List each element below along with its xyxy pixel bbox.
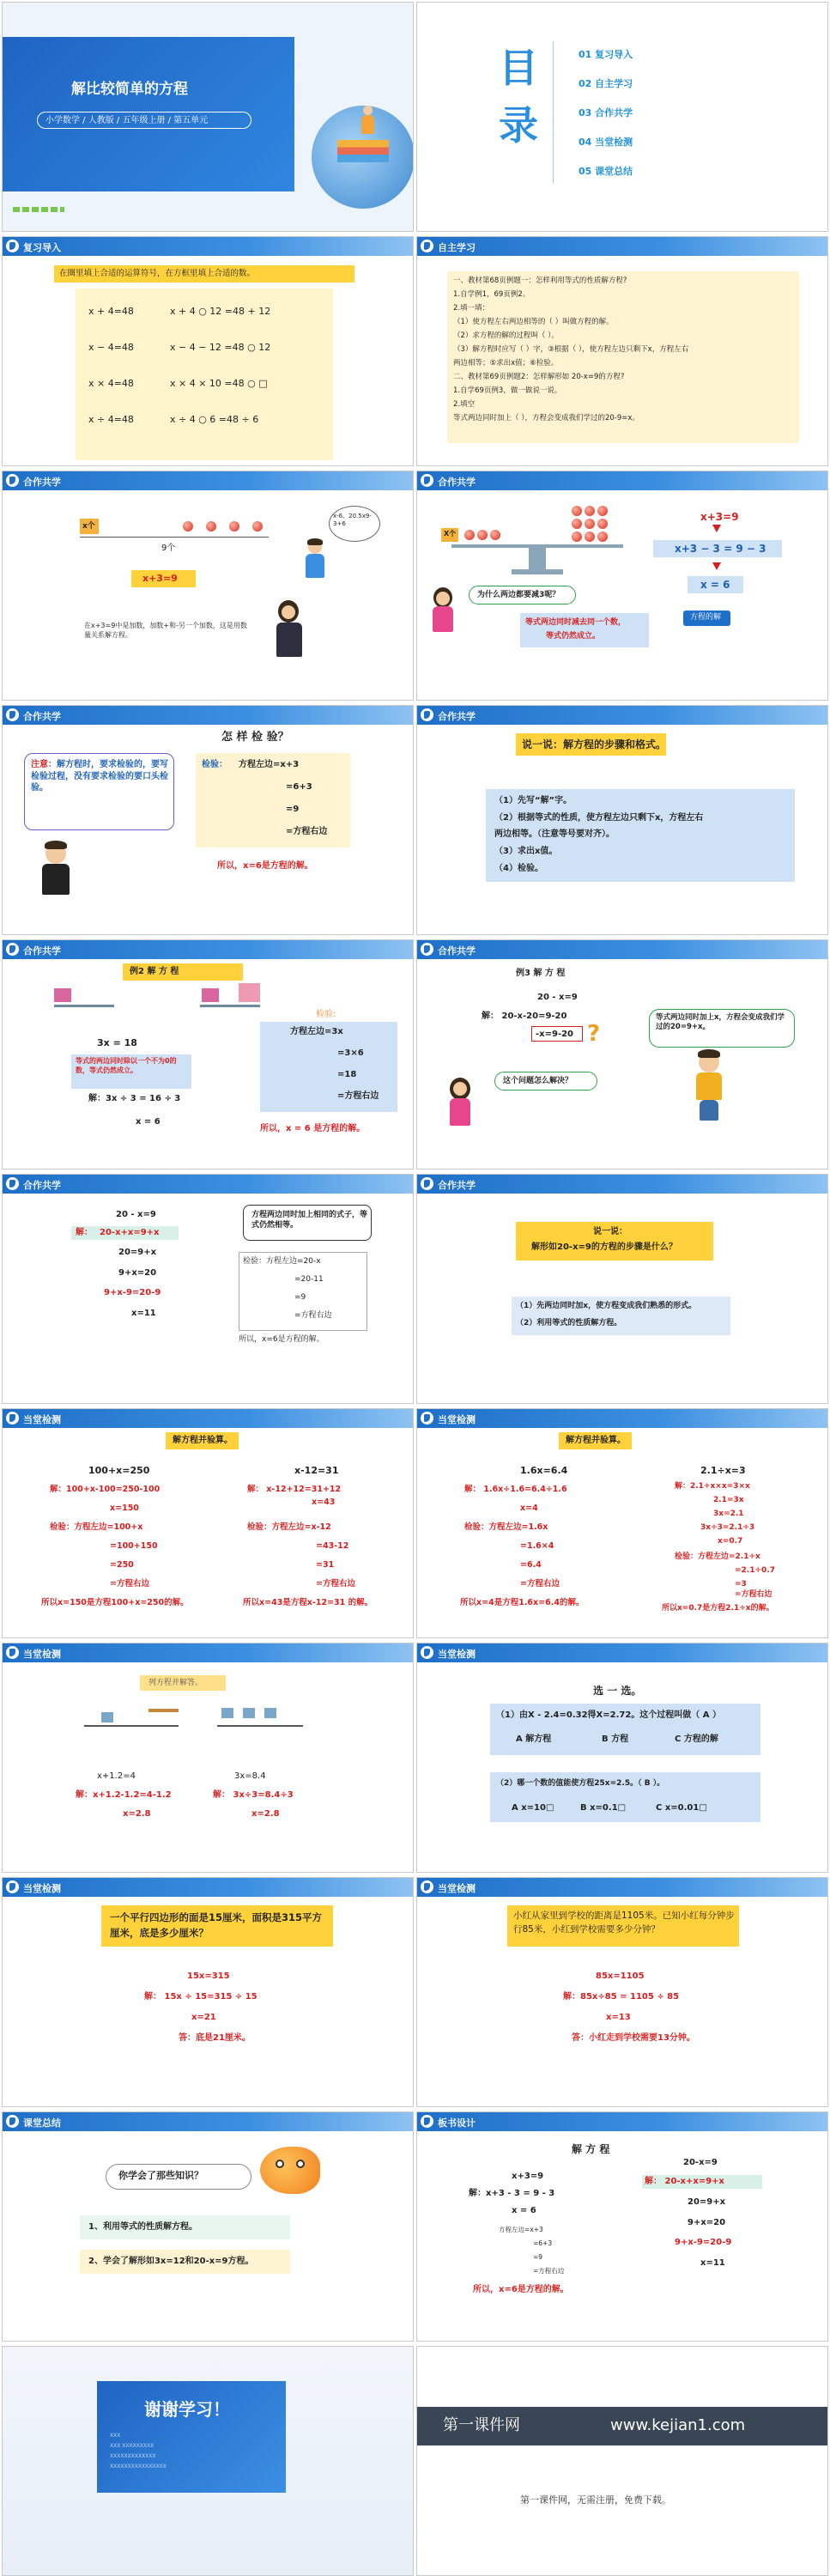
work-line: =6+3 [533,2239,553,2247]
check-line: 方程左边=x+3 [239,760,300,769]
footer-text: 第一课件网，无需注册，免费下载。 [520,2494,671,2506]
header-label: 合作共学 [23,1180,61,1191]
work-line: 20=9+x [118,1248,157,1257]
step-2: （2）利用等式的性质解方程。 [516,1319,622,1327]
check-line: =6+3 [286,782,312,792]
step-2: （2）根据等式的性质，使方程左边只剩下x，方程左右 [494,813,704,823]
work-line: =9 [533,2253,543,2261]
slide-title: 解方程并验算。 [566,1436,626,1445]
pencil-icon [148,1709,179,1712]
study-line: 等式两边同时加上（ ），方程会变成我们学过的20-9=x。 [453,414,639,422]
header-label: 合作共学 [23,477,61,488]
slide-header [3,1878,413,1897]
step-2b: 两边相等。（注意等号要对齐）。 [494,829,615,839]
eq-step-2: x+3 − 3 = 9 − 3 [675,543,766,555]
check-line: =18 [337,1070,357,1079]
work-line: 所以x=43是方程x-12=31 的解。 [243,1598,373,1607]
equation: 20 - x=9 [116,1210,156,1219]
study-line: 2.填空 [453,400,476,409]
check-line: =方程右边 [337,1091,379,1101]
problem: 小红从家里到学校的距离是1105米。已知小红每分钟步行85米，小红到学校需要多少分钟？ [513,1911,735,1935]
slide-title: 选 一 选。 [593,1685,642,1697]
slide-header [3,940,413,959]
slide-review[interactable] [2,236,414,466]
logo-icon [6,2115,19,2128]
work-line: 3x÷3=2.1÷3 [700,1523,755,1532]
work-line: =2.1÷0.7 [735,1566,775,1575]
work-line: 解： x-12+12=31+12 [247,1485,342,1494]
logo-icon [6,1177,19,1190]
study-line: 二、教材第69页例题2：怎样解形如 20-x=9的方程? [453,373,625,381]
work-line: 解： 1.6x÷1.6=6.4÷1.6 [464,1485,567,1494]
work-line: 1.6x=6.4 [520,1465,568,1476]
question-1: （1）由X - 2.4=0.32得X=2.72。这个过程叫做（ A ） [496,1710,722,1720]
work-line: =250 [110,1560,134,1570]
slide-test-6[interactable] [416,1877,828,2107]
slide-header [3,471,413,490]
note: 等式的两边同时除以一个不为0的数，等式仍然成立。 [76,1057,177,1074]
presentation-title: 解比较简单的方程 [71,81,188,98]
ball-icon [183,521,193,532]
header-label: 合作共学 [23,711,61,722]
conclusion: 所以，x=6是方程的解。 [239,1335,324,1344]
student-figure [359,106,376,149]
question-mark-icon: ? [587,1021,601,1047]
boy-figure [303,540,329,592]
work-line: 2.1÷x=3 [700,1465,746,1476]
eq-right-4: x ÷ 4 ○ 6 =48 ÷ 6 [170,414,259,425]
example-title: 例3 解 方 程 [516,969,566,978]
instruction: 在圈里填上合适的运算符号，在方框里填上合适的数。 [59,269,256,278]
slide-header [417,471,827,490]
equation: 15x=315 [187,1971,230,1981]
work-line: 方程左边=x+3 [499,2226,543,2233]
study-line: 一、教材第68页例题一：怎样利用等式的性质解方程? [453,276,627,285]
study-line: 两边相等；⑤求出x值；⑥检验。 [453,359,559,368]
slide-header [417,1643,827,1662]
work-line: 9+x=20 [118,1268,157,1278]
slide-board-design[interactable] [416,2111,828,2342]
faded-line: XXXXXXXXXXXXX [110,2453,156,2459]
slide-header [3,1643,413,1662]
slide-test-1[interactable] [2,1408,414,1638]
work-line: 检验：方程左边=2.1÷x [675,1552,760,1561]
title-line-1: 说一说： [593,1227,627,1236]
check-line: 检验：方程左边=20-x [243,1257,321,1266]
slide-title: 解 方 程 [572,2143,610,2155]
slide-brand[interactable] [416,2346,828,2576]
solve-line: 解：3x ÷ 3 = 16 ÷ 3 [88,1094,181,1103]
header-label: 当堂检测 [23,1649,61,1660]
question-bubble: 你学会了那些知识？ [118,2170,203,2181]
study-line: 1.自学69页例3，做一做说一说。 [453,386,562,395]
header-label: 当堂检测 [438,1883,476,1894]
slide-header [3,2112,413,2131]
logo-icon [6,240,19,252]
slide-cooperate-7[interactable] [2,1174,414,1404]
slide-title: 怎 样 检 验？ [221,731,289,744]
logo-icon [6,943,19,956]
header-label: 合作共学 [438,711,476,722]
slide-title: 解方程并验算。 [173,1436,233,1445]
work-line: =方程右边 [110,1579,149,1589]
result: x=13 [606,2013,631,2022]
answer: 答：小红走到学校需要13分钟。 [572,2033,695,2043]
slide-cooperate-8[interactable] [416,1174,828,1404]
slide-header [417,706,827,725]
brand-name: 第一课件网 [443,2416,520,2434]
girl-figure [430,587,456,643]
conclusion: 所以，x=6是方程的解。 [217,861,313,871]
eq-right-2: x − 4 − 12 =48 ○ 12 [170,342,271,353]
conclusion: 所以，x = 6 是方程的解。 [260,1124,366,1133]
work-line: =方程右边 [533,2267,565,2275]
teacher-figure [273,600,307,677]
solve-line: 解： 15x ÷ 15=315 ÷ 15 [144,1992,257,2002]
work-line: 20=9+x [688,2197,726,2207]
header-label: 复习导入 [23,242,61,253]
work-line: 9+x=20 [688,2218,726,2227]
q2-option-c[interactable]: C x=0.01□ [656,1803,707,1813]
work-line: 所以x=4是方程1.6x=6.4的解。 [460,1598,585,1607]
count-label: 9个 [161,544,176,553]
work-line: 20-x=9 [683,2158,718,2167]
ball-icon [252,521,263,532]
slide-cooperate-4[interactable] [416,705,828,935]
check-line: =9 [294,1293,306,1302]
equation: x+3=9 [142,573,178,584]
title-line-2: 解形如20-x=9的方程的步骤是什么？ [531,1242,677,1252]
study-line: 2.填一填： [453,304,490,313]
slide-self-study[interactable] [416,236,828,466]
work-line: 解：x+1.2-1.2=4-1.2 [76,1790,172,1800]
slide-cooperate-1[interactable] [2,471,414,701]
work-line: 2.1=3x [713,1496,744,1504]
conclusion: 所以，x=6是方程的解。 [473,2285,569,2294]
equation: 85x=1105 [596,1971,645,1981]
work-line: 检验：方程左边=x-12 [247,1522,331,1532]
slide-cooperate-5[interactable] [2,939,414,1170]
result: x=21 [191,2013,216,2022]
q2-option-a[interactable]: A x=10□ [512,1803,554,1813]
check-line: =3×6 [337,1048,364,1058]
slide-header [417,940,827,959]
balance-scale-icon [200,1005,260,1007]
logo-icon [421,240,433,252]
work-line: x=11 [131,1309,156,1318]
work-line: 解：x+3 - 3 = 9 - 3 [469,2189,555,2198]
example-title: 例2 解 方 程 [130,967,179,976]
work-line: 解： 3x÷3=8.4÷3 [213,1790,294,1800]
slide-test-5[interactable] [2,1877,414,2107]
logo-icon [421,1646,433,1659]
work-line: 所以x=0.7是方程2.1÷x的解。 [662,1604,774,1613]
header-label: 自主学习 [438,242,476,253]
note-text: 解方程时，要求检验的，要写检验过程，没有要求检验的要口头检验。 [31,760,168,793]
summary-item-2: 2、学会了解形如3x=12和20-x=9方程。 [88,2257,254,2266]
slide-header [417,1409,827,1428]
work-line: 所以x=150是方程100+x=250的解。 [41,1598,189,1607]
work-line: x=43 [312,1498,336,1507]
balance-scale-icon [54,1005,114,1007]
x-box-label: X个 [444,530,457,538]
question-bubble: 为什么两边都要减3呢？ [477,591,560,599]
boy-figure [692,1052,726,1129]
work-line: x=4 [520,1504,538,1513]
q1-option-b[interactable]: B 方程 [602,1735,629,1744]
girl-figure [447,1078,473,1138]
logo-icon [6,474,19,487]
weight-icon [264,1708,276,1718]
contents-item-4[interactable]: 04 当堂检测 [579,137,633,148]
logo-icon [421,1412,433,1425]
work-line: x = 6 [512,2206,536,2215]
faded-line: XXX [110,2433,121,2439]
work-line: =3 [735,1580,747,1589]
q1-option-a[interactable]: A 解方程 [516,1735,552,1744]
eq-right-1: x + 4 ○ 12 =48 + 12 [170,306,271,317]
study-line: （2）求方程的解的过程叫（ ）。 [453,331,559,340]
weight-icon [243,1708,255,1718]
work-line: 9+x-9=20-9 [104,1288,161,1297]
header-label: 合作共学 [438,945,476,957]
contents-item-3[interactable]: 03 合作共学 [579,107,633,118]
slide-test-2[interactable] [416,1408,828,1638]
work-line: =6.4 [520,1560,542,1570]
contents-item-1[interactable]: 01 复习导入 [579,49,633,60]
work-line: x+3=9 [512,2172,544,2181]
slide-header [3,1175,413,1194]
eq-left-4: x ÷ 4=48 [88,414,134,425]
check-line: =方程右边 [294,1311,332,1320]
solve-line: 解： 20-x-20=9-20 [482,1012,567,1021]
faded-line: XXXXXXXXXXXXXXXX [110,2464,167,2470]
work-line: =43-12 [316,1541,349,1551]
header-label: 课堂总结 [23,2117,61,2129]
work-line: =方程右边 [316,1579,355,1589]
work-line: 3x=2.1 [713,1510,744,1518]
slide-header [417,1175,827,1194]
work-line: x=150 [110,1504,139,1513]
summary-item-1: 1、利用等式的性质解方程。 [88,2222,197,2232]
thought-bubble: x-6、20.5x9-3+6 [333,513,372,528]
work-line: =100+150 [110,1541,158,1551]
header-label: 当堂检测 [438,1414,476,1425]
solve-label: 解： [76,1228,93,1237]
note-prefix: 注意： [31,760,57,769]
slide-test-4[interactable] [416,1643,828,1873]
logo-icon [6,1646,19,1659]
logo-icon [421,943,433,956]
work-line: =方程右边 [520,1579,560,1589]
work-line: x=2.8 [123,1809,151,1819]
weight-icon [101,1712,113,1722]
header-label: 板书设计 [438,2117,476,2129]
step-1: （1）先写“解”字。 [494,796,573,805]
work-line: x=0.7 [718,1537,743,1546]
check-line: 方程左边=3x [290,1027,343,1036]
ball-icon [229,521,239,532]
solution-label: 方程的解 [690,613,722,622]
slide-summary[interactable] [2,2111,414,2342]
thanks-title: 谢谢学习！ [144,2399,230,2420]
fish-mascot-icon [260,2147,320,2194]
hint-bubble: 方程两边同时加上相同的式子，等式仍然相等。 [251,1211,368,1230]
logo-icon [6,1880,19,1893]
work-line: =方程右边 [735,1590,772,1599]
question-2: （2）哪一个数的值能使方程25x=2.5。（ B ）。 [496,1779,665,1788]
solve-line: 20-x+x=9+x [100,1228,160,1237]
contents-item-2[interactable]: 02 自主学习 [579,78,633,89]
check-label: 检验： [202,760,227,769]
answer-line-1: 等式两边同时减去同一个数， [525,618,627,627]
slide-title[interactable] [2,2,414,232]
hint-bubble: 等式两边同时加上x，方程会变成我们学过的20=9+x。 [656,1013,785,1032]
work-line: x=2.8 [251,1809,280,1819]
work-line: x=11 [700,2258,725,2268]
slide-header [3,237,413,256]
work-line: =31 [316,1560,335,1570]
q1-option-c[interactable]: C 方程的解 [675,1735,718,1744]
work-line: 解：100+x-100=250-100 [50,1485,161,1494]
eq-right-3: x × 4 × 10 =48 ○ □ [170,378,268,389]
equation: 20 - x=9 [537,993,578,1002]
weight-icon [221,1708,233,1718]
work-line: 检验：方程左边=100+x [50,1522,143,1532]
work-line: 解： 20-x+x=9+x [645,2177,724,2186]
slide-header [417,1878,827,1897]
study-line: （3）解方程时应写（ ）字，③根据（ ），使方程左边只剩下x，方程左右 [453,345,689,354]
study-line: 1.自学例1，69页例2。 [453,290,530,299]
study-line: （1）使方程左右两边相等的（ ）叫做方程的解。 [453,318,614,326]
slide-thanks[interactable] [2,2346,414,2576]
work-line: 100+x=250 [88,1465,150,1476]
brand-url[interactable]: www.kejian1.com [610,2416,746,2434]
slide-test-3[interactable] [2,1643,414,1873]
slide-cooperate-3[interactable] [2,705,414,935]
logo-icon [421,1880,433,1893]
contents-title-2: 录 [499,102,538,149]
eq-step-3: x = 6 [700,579,730,591]
eq-left-3: x × 4=48 [88,378,134,389]
logo-icon [421,708,433,721]
problem: 一个平行四边形的面是15厘米，面积是315平方厘米，底是多少厘米？ [110,1911,323,1940]
result: x = 6 [136,1117,161,1127]
solve-line: 解：85x÷85 = 1105 ÷ 85 [563,1992,680,2002]
logo-icon [421,2115,433,2128]
work-line: x-12=31 [294,1465,339,1476]
step-1: （1）先两边同时加x，使方程变成我们熟悉的形式。 [516,1302,697,1310]
header-label: 当堂检测 [23,1414,61,1425]
note: 在x+3=9中是加数，加数+和-另一个加数，这是用数量关系解方程。 [84,622,247,639]
contents-title-1: 目 [499,45,538,91]
check-line: =方程右边 [286,827,328,836]
step-4: （4）检验。 [494,864,543,873]
check-title: 检验: [316,1010,336,1019]
x-box-label: x个 [82,522,95,531]
eq-step-1: x+3=9 [700,511,739,523]
work-line: =1.6×4 [520,1541,554,1551]
slide-title: 列方程并解答。 [148,1679,203,1687]
slide-title: 说一说：解方程的步骤和格式。 [522,738,667,750]
work-line: 解：2.1÷x×x=3×x [675,1482,750,1491]
eq-left-1: x + 4=48 [88,306,134,317]
check-line: =9 [286,805,300,814]
logo-icon [6,708,19,721]
logo-icon [6,1412,19,1425]
header-label: 合作共学 [438,477,476,488]
slide-cooperate-6[interactable] [416,939,828,1170]
question-bubble: 这个问题怎么解决？ [503,1077,573,1085]
header-label: 合作共学 [23,945,61,957]
faded-line: XXX XXXXXXXXX [110,2443,154,2449]
answer: 答：底是21厘米。 [179,2033,251,2043]
q2-option-b[interactable]: B x=0.1□ [580,1803,627,1813]
check-line: =20-11 [294,1275,324,1284]
logo-icon [421,1177,433,1190]
equation: x+1.2=4 [97,1771,136,1781]
presentation-subtitle: 小学数学 / 人教版 / 五年级上册 / 第五单元 [45,116,209,125]
wrong-step: -x=9-20 [536,1030,574,1039]
slide-header [417,237,827,256]
answer-line-2: 等式仍然成立。 [546,632,601,641]
slide-contents[interactable] [416,2,828,232]
logo-icon [421,474,433,487]
slide-header [417,2112,827,2131]
teacher-figure [37,843,76,908]
work-line: 检验：方程左边=1.6x [464,1522,548,1532]
slide-header [3,1409,413,1428]
work-line: 9+x-9=20-9 [675,2238,732,2247]
header-label: 当堂检测 [23,1883,61,1894]
slide-header [3,706,413,725]
ball-icon [206,521,216,532]
equation: 3x = 18 [97,1037,137,1048]
eq-left-2: x − 4=48 [88,342,134,353]
slide-cooperate-2[interactable] [416,471,828,701]
header-label: 合作共学 [438,1180,476,1191]
equation: 3x=8.4 [234,1771,266,1781]
contents-item-5[interactable]: 05 课堂总结 [579,166,633,177]
header-label: 当堂检测 [438,1649,476,1660]
step-3: （3）求出x值。 [494,847,558,856]
